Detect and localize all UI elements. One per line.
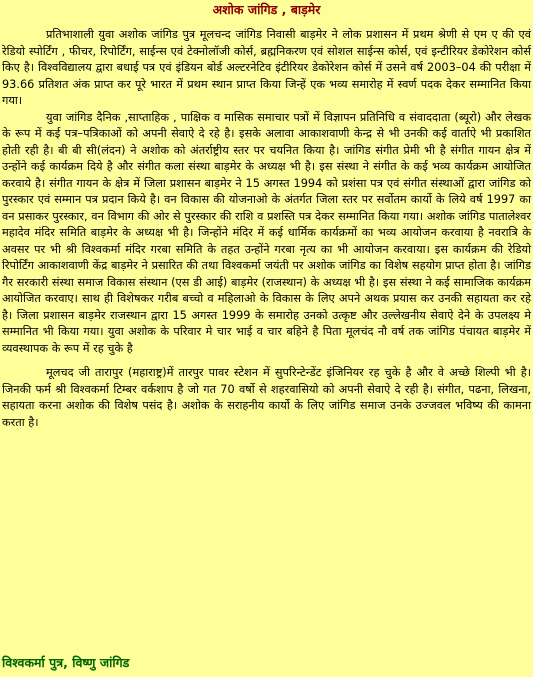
article-title: अशोक जांगिड , बाड़मेर [212, 2, 321, 17]
author-signature: विश्वकर्मा पुत्र, विष्णु जांगिड [2, 655, 130, 670]
paragraph-gap [2, 357, 531, 365]
article-paragraph-1: प्रतिभाशाली युवा अशोक जांगिड पुत्र मूलचन्द जांगिड निवासी बाड़मेर ने लोक प्रशासन में प्रथम श्रेणी से एम ए की एवं रेडियो स्पोर्टिंग , फीचर, रिपोर्टिंग, साईन्स एवं टेक्नोलॉजी कोर्स, ब्रह्मनिकरण एवं सोशल साईन्स कोर्स, एवं इन्टीरियर डेकोरेशन कोर्स किए है। विश्वविद्यालय द्वारा बधाई पत्र एवं इंडियन बोर्ड अल्टरनेटिव इंटीरियर डेकोरेशन कोर्स में उसने वर्ष 2003–04 की परीक्षा में 93.66 प्रतिशत अंक प्राप्त कर पूरे भारत में प्रथम स्थान प्राप्त किया जिन्हें एक भव्य समारोह में स्वर्ण पदक देकर सम्मानित किया गया। [2, 28, 531, 107]
article-page [0, 1, 533, 677]
article-paragraph-2: युवा जांगिड दैनिक ,साप्ताहिक , पाक्षिक व मासिक समाचार पत्रों में विज्ञापन प्रतिनिधि व संवाददाता (ब्यूरो) और लेखक के रूप में कई पत्र–पत्रिकाओं को अपनी सेवाऐ दे रहे है। इसके अलावा आकाशवाणी केन्द्र से भी उनकी कई वार्ताऐ भी प्रकाशित होती रही है। बी बी सी(लंदन) ने अशोक को अंतर्राष्ट्रीय स्तर पर चयनित किया है। जांगिड संगीत प्रेमी भी है संगीत गायन क्षेत्र में उन्होंने कई कार्यक्रम दिये है और संगीत कला संस्था बाड़मेर के अध्यक्ष भी है। इस संस्था ने संगीत के कई भव्य कार्यक्रम आयोजित करवाये है। संगीत गायन के क्षेत्र में जिला प्रशासन बाड़मेर ने 15 अगस्त 1994 को प्रशंसा पत्र एवं संगीत संस्थाओं द्वारा जांगिड को पुरस्कार एवं सम्मान पत्र प्रदान किये है। वन विकास की योजनाओ के अंतर्गत जिला स्तर पर सर्वोतम कार्यो के लिये वर्ष 1997 का वन प्रसाकर पुरस्कार, वन विभाग की ओर से पुरस्कार की राशि व प्रशस्ति पत्र देकर सम्मानित किया गया। अशोक जांगिड पातालेश्वर महादेव मंदिर समिति बाड़मेर के अध्यक्ष भी है। जिन्होंने मंदिर में कई धार्मिक कार्यक्रमों का भव्य आयोजन करवाया है नवरात्रि के अवसर पर भी श्री विश्वकर्मा मंदिर गरबा समिति के तहत उन्होंने गरबा नृत्य का भी आयोजन करवाया। इस कार्यक्रम की रेडियो रिपोर्टिंग आकाशवाणी केंद्र बाड़मेर ने प्रसारित की तथा विश्वकर्मा जयंती पर अशोक जांगिड का विशेष सहयोग प्राप्त होता है। जांगिड गैर सरकारी संस्था समाज विकास संस्थान (एस डी आई) बाड़मेर (राजस्थान) के अध्यक्ष भी है। इस संस्था ने कई सामाजिक कार्यक्रम आयोजित करवाए। साथ ही विशेषकर गरीब बच्चो व महिलाओ के विकास के लिए अपने अथक प्रयास कर उनकी सहायता कर रहे है। जिला प्रशासन बाड़मेर राजस्थान द्वारा 15 अगस्त 1999 के समारोह उनको उत्कृष्ट और उल्लेखनीय सेवाऐ देने के उपलक्ष्य मे सम्मानित भी किया गया। युवा अशोक के परिवार मे चार भाई व चार बहिने है पिता मूलचंद नौ वर्ष तक जांगिड पंचायत बाड़मेर में व्यवस्थापक के रूप में रह चुके है [2, 110, 531, 355]
article-paragraph-3: मूलचद जी तारापुर (महाराष्ट्र)में तारपुर पावर स्टेशन में सुपरिन्टेन्डेंट इंजिनियर रह चुके है और वे अच्छे शिल्पी भी है। जिनकी फर्म श्री विश्वकर्मा टिम्बर वर्कशाप है जो गत 70 वर्षो से शहरवासियो को अपनी सेवाऐ दे रही है। संगीत, पढना, लिखना, सहायता करना अशोक की विशेष पसंद है। अशोक के सराहनीय कार्यो के लिए जांगिड समाज उनके उज्जवल भविष्य की कामना करता है। [2, 366, 531, 429]
